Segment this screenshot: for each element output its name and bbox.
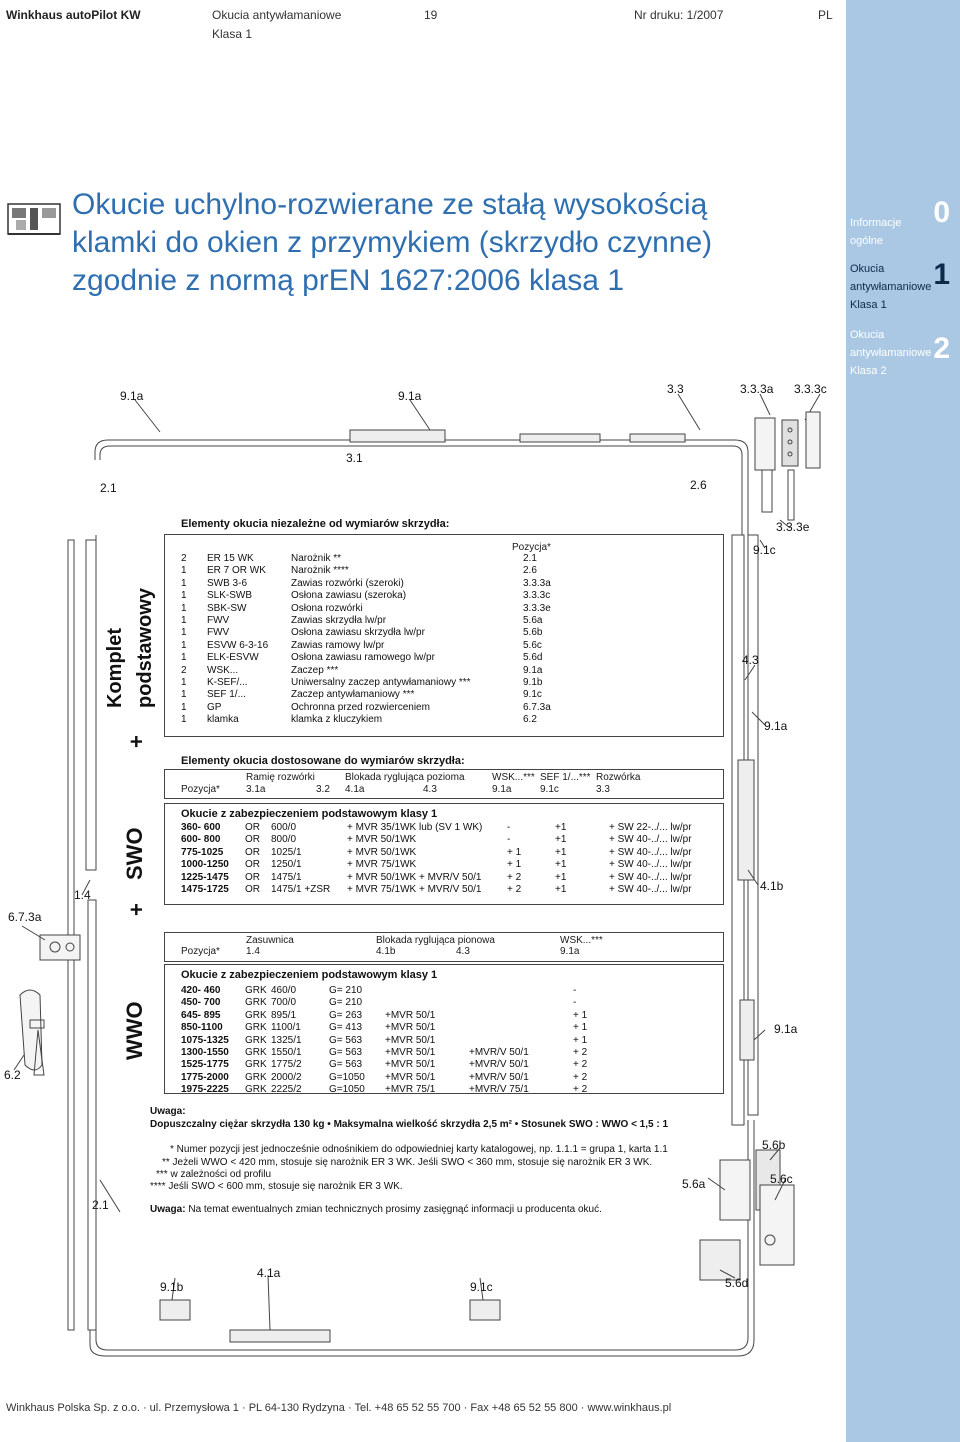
- table-cell: OR: [245, 822, 260, 833]
- dep-col-pos: 4.1a: [345, 784, 365, 795]
- table-cell: G=1050: [329, 1071, 365, 1083]
- table-row: [181, 985, 617, 997]
- table-cell: +MVR/V 75/1: [469, 1084, 529, 1096]
- dep-col-name: SEF 1/...***: [540, 772, 591, 783]
- wwo-col-name: Zasuwnica: [246, 935, 294, 946]
- table-cell: + 2: [573, 1059, 588, 1071]
- table-cell: 360- 600: [181, 822, 221, 833]
- table-cell: + SW 40-../... lw/pr: [609, 884, 692, 896]
- note-limits: Dopuszczalny ciężar skrzydła 130 kg • Maksymalna wielkość skrzydła 2,5 m² • Stosunek SWO : WWO < 1,5 : 1: [150, 1119, 669, 1130]
- sidebar-item-label: Klasa 2: [850, 365, 887, 377]
- sidebar-item-label: Okucia: [850, 263, 885, 275]
- table-row: [181, 1059, 617, 1071]
- wwo-label: WWO: [122, 1001, 147, 1060]
- print-number: Nr druku: 1/2007: [634, 8, 724, 22]
- table-cell: 600- 800: [181, 834, 221, 846]
- table-row: [181, 1084, 617, 1096]
- dep-pos-label: Pozycja*: [181, 784, 220, 795]
- table-cell: + 1: [507, 846, 522, 858]
- table-cell: G=1050: [329, 1084, 365, 1096]
- table-cell: +MVR 50/1: [385, 1022, 436, 1034]
- dep-set-heading: Elementy okucia dostosowane do wymiarów skrzydła:: [181, 755, 465, 767]
- table-cell: +1: [555, 859, 567, 871]
- table-cell: 1550/1: [271, 1047, 302, 1059]
- dep-col-name: WSK...***: [492, 772, 535, 783]
- table-row: [181, 677, 587, 689]
- table-cell: 895/1: [271, 1009, 297, 1021]
- brand: Winkhaus autoPilot KW: [6, 8, 141, 22]
- table-row: [181, 1022, 617, 1034]
- table-cell: 1: [181, 627, 187, 639]
- table-row: [181, 615, 587, 627]
- table-cell: Zaczep antywłamaniowy ***: [291, 689, 415, 701]
- table-cell: 6.2: [523, 714, 537, 726]
- table-row: [181, 603, 587, 615]
- table-row: [181, 1010, 617, 1022]
- table-cell: [469, 997, 573, 1009]
- table-cell: + SW 40-../... lw/pr: [609, 871, 692, 883]
- table-cell: G= 413: [329, 1022, 363, 1034]
- table-cell: +1: [555, 822, 567, 833]
- table-cell: 9.1c: [523, 689, 542, 701]
- table-cell: ESVW 6-3-16: [207, 639, 269, 651]
- footnote: ** Jeżeli WWO < 420 mm, stosuje się narożnik ER 3 WK. Jeśli SWO < 360 mm, stosuje się narożnik ER 3 WK.: [162, 1157, 653, 1168]
- table-cell: -: [507, 822, 511, 833]
- table-cell: +MVR/V 50/1: [469, 1071, 529, 1083]
- table-cell: SWB 3-6: [207, 577, 248, 589]
- header-section: Okucia antywłamaniowe: [212, 8, 342, 22]
- table-cell: 1: [181, 577, 187, 589]
- table-cell: Osłona zawiasu ramowego lw/pr: [291, 652, 435, 664]
- part-label: 5.6c: [770, 1172, 793, 1186]
- table-row: [181, 578, 587, 590]
- table-cell: ELK-ESVW: [207, 652, 259, 664]
- sidebar-item-label: Klasa 1: [850, 299, 887, 311]
- page-title: Okucie uchylno-rozwierane ze stałą wysokością klamki do okien z przymykiem (skrzydło czynne) zgodnie z normą prEN 1627:2006 klasa 1: [72, 188, 713, 297]
- table-cell: 1475/1 +ZSR: [271, 884, 331, 896]
- table-row: [181, 553, 587, 565]
- table-cell: 2000/2: [271, 1071, 302, 1083]
- sidebar-number-0: 0: [933, 196, 950, 229]
- plus-sign: +: [124, 735, 149, 748]
- table-cell: Ochronna przed rozwierceniem: [291, 701, 430, 713]
- table-cell: OR: [245, 871, 260, 883]
- dep-col-name: Ramię rozwórki: [246, 772, 315, 783]
- table-row: [181, 565, 587, 577]
- footnote: *** w zależności od profilu: [156, 1169, 272, 1180]
- dep-col-pos: 3.1a: [246, 784, 266, 795]
- part-label: 9.1a: [120, 389, 144, 403]
- language: PL: [818, 8, 833, 22]
- table-cell: OR: [245, 834, 260, 846]
- sidebar-item-class1[interactable]: [850, 260, 931, 314]
- sidebar-item-class2[interactable]: [850, 326, 931, 380]
- table-cell: ER 15 WK: [207, 553, 254, 564]
- table-cell: GRK: [245, 985, 267, 996]
- table-row: [181, 1072, 617, 1084]
- sidebar-item-general[interactable]: [850, 214, 901, 250]
- table-cell: + 2: [573, 1084, 588, 1096]
- table-cell: 1: [181, 590, 187, 602]
- table-cell: +MVR 75/1: [385, 1084, 436, 1096]
- table-cell: Zawias rozwórki (szeroki): [291, 577, 404, 589]
- wwo-table: [181, 985, 617, 1097]
- table-cell: 1: [181, 714, 187, 726]
- table-cell: 3.3.3c: [523, 590, 551, 602]
- table-row: [181, 714, 587, 726]
- table-cell: GRK: [245, 1022, 267, 1034]
- table-cell: Osłona zawiasu skrzydła lw/pr: [291, 627, 425, 639]
- table-cell: GRK: [245, 1059, 267, 1071]
- table-cell: 1075-1325: [181, 1034, 229, 1046]
- table-cell: 6.7.3a: [523, 701, 551, 713]
- footnote: * Numer pozycji jest jednocześnie odnośnikiem do odpowiedniej karty katalogowej, np. 1.1.1 = grupa 1, karta 1.1: [170, 1144, 668, 1155]
- table-cell: + MVR 50/1WK + MVR/V 50/1: [347, 871, 482, 883]
- part-label: 9.1a: [774, 1022, 798, 1036]
- table-cell: Zawias ramowy lw/pr: [291, 639, 385, 651]
- part-label: 5.6a: [682, 1177, 706, 1191]
- wwo-pos-label: Pozycja*: [181, 946, 220, 957]
- dep-col-pos: 4.3: [423, 784, 437, 795]
- table-cell: 850-1100: [181, 1022, 223, 1034]
- table-cell: + 2: [573, 1047, 588, 1059]
- plus-sign: +: [124, 903, 149, 916]
- table-cell: 460/0: [271, 985, 297, 996]
- part-label: 3.3.3c: [794, 382, 827, 396]
- part-label: 5.6d: [725, 1276, 749, 1290]
- table-cell: [469, 1035, 573, 1047]
- table-row: [181, 1035, 617, 1047]
- table-cell: 800/0: [271, 834, 297, 846]
- table-cell: + 1: [573, 1009, 588, 1021]
- sidebar-item-label: Okucia: [850, 329, 885, 341]
- table-cell: Zaczep ***: [291, 664, 339, 676]
- table-cell: 700/0: [271, 997, 297, 1009]
- table-cell: 2225/2: [271, 1084, 302, 1096]
- part-label: 2.6: [690, 478, 707, 492]
- table-cell: 1775/2: [271, 1059, 302, 1071]
- note-final: Uwaga: Na temat ewentualnych zmian technicznych prosimy zasięgnąć informacji u producenta okuć.: [150, 1204, 602, 1215]
- table-cell: +1: [555, 871, 567, 883]
- table-row: [181, 665, 587, 677]
- table-cell: FWV: [207, 615, 230, 627]
- part-label: 9.1c: [753, 543, 776, 557]
- swo-heading: Okucie z zabezpieczeniem podstawowym klasy 1: [181, 808, 438, 820]
- table-cell: 1525-1775: [181, 1059, 229, 1071]
- wwo-col-pos: 9.1a: [560, 946, 580, 957]
- sidebar-number-2: 2: [933, 332, 950, 365]
- table-cell: OR: [245, 884, 260, 896]
- table-cell: [385, 997, 469, 1009]
- table-cell: Osłona zawiasu (szeroka): [291, 590, 407, 602]
- table-cell: 1: [181, 615, 187, 627]
- table-cell: [385, 985, 469, 997]
- table-row: [181, 884, 703, 896]
- table-cell: Zawias skrzydła lw/pr: [291, 615, 387, 627]
- wwo-col-name: WSK...***: [560, 935, 603, 946]
- table-cell: 2: [181, 553, 187, 564]
- table-cell: [469, 1010, 573, 1022]
- table-row: [181, 822, 703, 834]
- table-row: [181, 847, 703, 859]
- podstawowy-label: podstawowy: [134, 587, 156, 708]
- table-cell: + SW 40-../... lw/pr: [609, 846, 692, 858]
- table-cell: +MVR/V 50/1: [469, 1047, 529, 1059]
- table-cell: klamka: [207, 714, 239, 726]
- table-cell: 3.3.3e: [523, 602, 551, 614]
- table-cell: K-SEF/...: [207, 677, 248, 689]
- part-label: 5.6b: [762, 1138, 786, 1152]
- table-cell: + SW 22-../... lw/pr: [609, 822, 692, 833]
- table-cell: G= 210: [329, 997, 363, 1009]
- table-cell: GRK: [245, 1034, 267, 1046]
- table-cell: 5.6c: [523, 639, 542, 651]
- table-cell: 1975-2225: [181, 1084, 229, 1096]
- table-row: [181, 640, 587, 652]
- table-cell: + SW 40-../... lw/pr: [609, 834, 692, 846]
- page-number: 19: [424, 8, 438, 22]
- table-cell: 1: [181, 602, 187, 614]
- table-cell: G= 563: [329, 1034, 363, 1046]
- part-label: 3.1: [346, 451, 363, 465]
- table-cell: + 1: [573, 1022, 588, 1034]
- dep-col-name: Blokada ryglująca pozioma: [345, 772, 465, 783]
- dep-col-pos: 9.1a: [492, 784, 512, 795]
- table-cell: 645- 895: [181, 1009, 221, 1021]
- table-cell: 2.1: [523, 553, 537, 564]
- base-set-table: [181, 553, 587, 727]
- header-section-sub: Klasa 1: [212, 27, 253, 41]
- part-label: 9.1a: [398, 389, 422, 403]
- base-set-heading: Elementy okucia niezależne od wymiarów skrzydła:: [181, 518, 450, 530]
- table-cell: 1: [181, 677, 187, 689]
- swo-label: SWO: [122, 827, 147, 880]
- table-row: [181, 627, 587, 639]
- table-cell: + SW 40-../... lw/pr: [609, 859, 692, 871]
- table-cell: SBK-SW: [207, 602, 247, 614]
- table-cell: GRK: [245, 997, 267, 1009]
- part-label: 2.1: [100, 481, 117, 495]
- table-cell: -: [507, 834, 511, 846]
- table-cell: 1: [181, 652, 187, 664]
- table-cell: GRK: [245, 1071, 267, 1083]
- dep-col-name: Rozwórka: [596, 772, 641, 783]
- dep-col-pos: 3.2: [316, 784, 330, 795]
- table-cell: G= 263: [329, 1009, 363, 1021]
- table-cell: WSK...: [207, 664, 239, 676]
- table-cell: Narożnik ****: [291, 565, 349, 577]
- dep-col-pos: 9.1c: [540, 784, 559, 795]
- table-cell: G= 210: [329, 985, 363, 996]
- table-cell: GRK: [245, 1047, 267, 1059]
- table-cell: +MVR 50/1: [385, 1071, 436, 1083]
- part-label: 9.1b: [160, 1280, 184, 1294]
- table-cell: GRK: [245, 1009, 267, 1021]
- table-cell: -: [573, 985, 577, 996]
- table-row: [181, 689, 587, 701]
- table-cell: SEF 1/...: [207, 689, 246, 701]
- table-cell: 450- 700: [181, 997, 221, 1009]
- table-cell: [469, 985, 573, 997]
- part-label: 4.3: [742, 653, 759, 667]
- table-cell: +MVR/V 50/1: [469, 1059, 529, 1071]
- table-cell: Osłona rozwórki: [291, 602, 363, 614]
- table-row: [181, 859, 703, 871]
- table-row: [181, 590, 587, 602]
- table-cell: + MVR 35/1WK lub (SV 1 WK): [347, 822, 483, 833]
- table-cell: 1000-1250: [181, 859, 229, 871]
- table-row: [181, 1047, 617, 1059]
- wwo-col-name: Blokada ryglująca pionowa: [376, 935, 495, 946]
- table-cell: 1300-1550: [181, 1047, 229, 1059]
- table-cell: 1775-2000: [181, 1071, 229, 1083]
- table-row: [181, 702, 587, 714]
- table-row: [181, 834, 703, 846]
- table-cell: 1250/1: [271, 859, 302, 871]
- table-cell: Uniwersalny zaczep antywłamaniowy ***: [291, 677, 471, 689]
- table-cell: +MVR 50/1: [385, 1047, 436, 1059]
- table-cell: 2: [181, 664, 187, 676]
- wwo-heading: Okucie z zabezpieczeniem podstawowym klasy 1: [181, 969, 438, 981]
- footnote: **** Jeśli SWO < 600 mm, stosuje się narożnik ER 3 WK.: [150, 1181, 403, 1192]
- table-cell: 9.1b: [523, 677, 543, 689]
- table-cell: + MVR 75/1WK: [347, 859, 417, 871]
- table-cell: 1025/1: [271, 846, 302, 858]
- table-cell: + MVR 75/1WK + MVR/V 50/1: [347, 884, 482, 896]
- table-cell: +MVR 50/1: [385, 1059, 436, 1071]
- table-row: [181, 997, 617, 1009]
- table-cell: 420- 460: [181, 985, 221, 996]
- table-cell: FWV: [207, 627, 230, 639]
- table-cell: ER 7 OR WK: [207, 565, 266, 577]
- table-cell: + 1: [573, 1034, 588, 1046]
- table-cell: 600/0: [271, 822, 297, 833]
- table-cell: + 2: [507, 871, 522, 883]
- part-label: 4.1a: [257, 1266, 281, 1280]
- table-cell: + 1: [507, 859, 522, 871]
- table-cell: 5.6a: [523, 615, 543, 627]
- note-uwaga: Uwaga:: [150, 1106, 186, 1117]
- sidebar-number-1: 1: [933, 258, 950, 291]
- table-cell: + MVR 50/1WK: [347, 834, 417, 846]
- table-row: [181, 652, 587, 664]
- komplet-label: Komplet: [104, 628, 126, 708]
- part-label: 4.1b: [760, 879, 784, 893]
- part-label: 6.7.3a: [8, 910, 42, 924]
- table-cell: 1: [181, 565, 187, 577]
- table-cell: OR: [245, 846, 260, 858]
- part-label: 3.3: [667, 382, 684, 396]
- table-cell: klamka z kluczykiem: [291, 714, 383, 726]
- table-cell: 775-1025: [181, 846, 224, 858]
- swo-table: [181, 822, 703, 896]
- table-cell: OR: [245, 859, 260, 871]
- table-cell: + 2: [507, 884, 522, 896]
- table-cell: +MVR 50/1: [385, 1009, 436, 1021]
- wwo-col-pos: 1.4: [246, 946, 260, 957]
- sidebar-item-label: ogólne: [850, 235, 884, 247]
- table-cell: -: [573, 997, 577, 1009]
- table-cell: +1: [555, 834, 567, 846]
- sidebar-item-label: antywłamaniowe: [850, 347, 932, 359]
- table-cell: [469, 1022, 573, 1034]
- table-cell: +1: [555, 846, 567, 858]
- table-cell: 3.3.3a: [523, 577, 551, 589]
- wwo-col-pos: 4.3: [456, 946, 470, 957]
- table-cell: 1475/1: [271, 871, 302, 883]
- part-label: 3.3.3a: [740, 382, 774, 396]
- dep-col-pos: 3.3: [596, 784, 610, 795]
- sidebar-item-label: Informacje: [850, 217, 902, 229]
- table-cell: + MVR 50/1WK: [347, 846, 417, 858]
- part-label: 9.1a: [764, 719, 788, 733]
- wwo-col-pos: 4.1b: [376, 946, 396, 957]
- table-cell: 9.1a: [523, 664, 543, 676]
- footer-address: Winkhaus Polska Sp. z o.o. · ul. Przemysłowa 1 · PL 64-130 Rydzyna · Tel. +48 65 52 55 700 · Fax +48 65 52 55 800 · www.winkhaus.pl: [6, 1402, 672, 1414]
- table-cell: 1100/1: [271, 1022, 301, 1034]
- table-cell: SLK-SWB: [207, 590, 253, 602]
- table-cell: Narożnik **: [291, 553, 342, 564]
- table-cell: 5.6d: [523, 652, 543, 664]
- table-cell: 1: [181, 689, 187, 701]
- part-label: 3.3.3e: [776, 520, 810, 534]
- table-cell: GRK: [245, 1084, 267, 1096]
- part-label: 2.1: [92, 1198, 109, 1212]
- part-label: 9.1c: [470, 1280, 493, 1294]
- table-cell: 2.6: [523, 565, 537, 577]
- table-cell: + 2: [573, 1071, 588, 1083]
- table-cell: G= 563: [329, 1059, 363, 1071]
- table-cell: G= 563: [329, 1047, 363, 1059]
- table-cell: 5.6b: [523, 627, 543, 639]
- table-cell: 1325/1: [271, 1034, 302, 1046]
- table-cell: 1: [181, 639, 187, 651]
- table-cell: 1475-1725: [181, 884, 229, 896]
- part-label: 6.2: [4, 1068, 21, 1082]
- table-cell: +MVR 50/1: [385, 1034, 436, 1046]
- table-cell: 1225-1475: [181, 871, 229, 883]
- table-cell: +1: [555, 884, 567, 896]
- sidebar-item-label: antywłamaniowe: [850, 281, 932, 293]
- table-row: [181, 872, 703, 884]
- table-cell: GP: [207, 701, 222, 713]
- pos-header: Pozycja*: [512, 542, 551, 553]
- table-cell: 1: [181, 701, 187, 713]
- part-label: 1.4: [74, 888, 91, 902]
